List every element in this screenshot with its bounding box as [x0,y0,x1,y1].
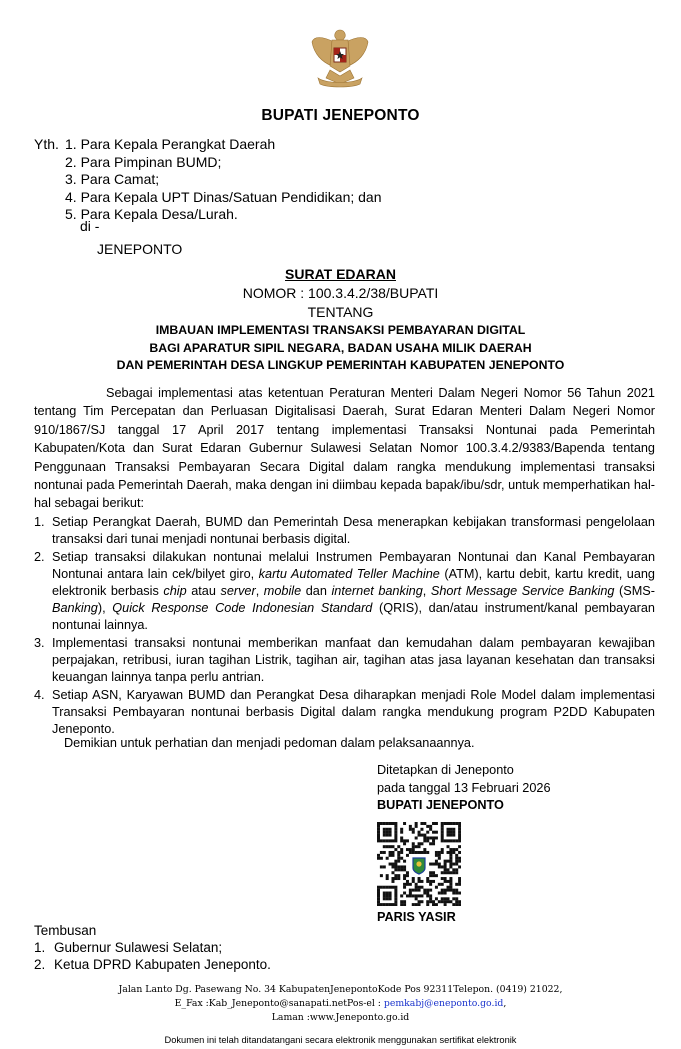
circular-title: SURAT EDARAN [285,266,396,282]
copies-block [34,922,271,973]
signature-date: pada tanggal 13 Februari 2026 [377,780,551,795]
copy-number: 2. [34,957,46,972]
recipient-item: 3. Para Camat; [65,171,160,187]
signature-place: Ditetapkan di Jeneponto [377,763,514,777]
signer-name: PARIS YASIR [377,910,456,924]
circular-number: NOMOR : 100.3.4.2/38/BUPATI [242,285,439,301]
item-number: 1. [34,515,45,529]
instruction-item [34,549,655,634]
signature-block [377,762,551,815]
footer-fax: E_Fax :Kab_Jeneponto@sanapati.netPos-el : [174,998,384,1009]
instruction-item [34,635,655,686]
circular-subject-line: IMBAUAN IMPLEMENTASI TRANSAKSI PEMBAYARAN DIGITAL [155,323,526,337]
signature-office: BUPATI JENEPONTO [377,798,504,812]
intro-paragraph: Sebagai implementasi atas ketentuan Peraturan Menteri Dalam Negeri Nomor 56 Tahun 2021 tentang Tim Percepatan dan Perluasan Digitalisasi Daerah, Surat Edaran Menteri Dalam Negeri Nomor 910/1867/SJ tanggal 17 April 2017 tentang implementasi Transaksi Nontunai pada Pemerintah Kabupaten/Kota dan Surat Edaran Gubernur Sulawesi Selatan Nomor 100.3.4.2/9383/Bapenda tentang Penggunaan Transaksi Pembayaran Secara Digital dalam rangka mendukung implementasi transaksi nontunai pada Pemerintah Daerah, maka dengan ini diimbau kepada bapak/ibu/sdr, untuk memperhatikan hal-hal sebagai berikut: [34,386,655,511]
instruction-item [34,514,655,548]
recipient-item: 4. Para Kepala UPT Dinas/Satuan Pendidikan; dan [65,188,382,205]
item-text: Setiap transaksi dilakukan nontunai melalui Instrumen Pembayaran Nontunai dan Kanal Pembayaran Nontunai antara lain cek/bilyet giro, kartu Automated Teller Machine (ATM), kartu debit, kartu kredit, uang elektronik berbasis chip atau server, mobile dan internet banking, Short Message Service Banking (SMS-Banking), Quick Response Code Indonesian Standard (QRIS), dan/atau instrument/kanal pembayaran nontunai lainnya. [52,550,655,632]
recipients-label: Yth. [34,136,59,152]
qr-code-icon [377,822,461,906]
instruction-list [34,514,655,739]
footer-email-link[interactable]: pemkabj@eneponto.go.id [383,998,504,1009]
esign-note: Dokumen ini telah ditandatangani secara elektronik menggunakan sertifikat elektronik [164,1035,517,1045]
recipients-city: JENEPONTO [97,241,183,257]
item-number: 4. [34,688,45,702]
circular-subject-line: DAN PEMERINTAH DESA LINGKUP PEMERINTAH KABUPATEN JENEPONTO [116,358,565,372]
letterhead-title: BUPATI JENEPONTO [261,107,420,124]
item-text: Setiap ASN, Karyawan BUMD dan Perangkat Desa diharapkan menjadi Role Model dalam implementasi Transaksi Pembayaran nontunai berbasis Digital dalam rangka mendukung program P2DD Kabupaten Jeneponto. [52,688,655,736]
item-text: Implementasi transaksi nontunai memberikan manfaat dan kemudahan dalam pembayaran kewajiban perpajakan, retribusi, iuran tagihan Listrik, tagihan air, tagihan atas jasa layanan kesehatan dan transaksi keuangan lainnya tanpa perlu antrian. [52,636,655,684]
footer-website: Laman :www.Jeneponto.go.id [271,1012,410,1023]
garuda-emblem-icon [310,22,370,94]
recipient-item: 1. Para Kepala Perangkat Daerah [65,136,276,152]
recipient-item: 5. Para Kepala Desa/Lurah. [65,206,238,222]
circular-subject-line: BAGI APARATUR SIPIL NEGARA, BADAN USAHA MILIK DAERAH [149,340,532,355]
copy-number: 1. [34,940,46,955]
copy-item: Gubernur Sulawesi Selatan; [54,940,223,955]
item-number: 3. [34,636,45,650]
address-footer [0,983,681,1025]
recipient-item: 2. Para Pimpinan BUMD; [65,153,222,170]
recipients-di: di - [80,218,100,234]
footer-address: Jalan Lanto Dg. Pasewang No. 34 KabupatenJenepontoKode Pos 92311Telepon. (0419) 21022, [118,984,563,995]
item-text: Setiap Perangkat Daerah, BUMD dan Pemerintah Desa menerapkan kebijakan transformasi pengelolaan transaksi dari tunai menjadi nontunai berbasis digital. [52,515,655,546]
copies-label: Tembusan [34,923,97,938]
recipients-block [34,136,382,224]
circular-about: TENTANG [307,304,374,320]
circular-subject [0,322,681,375]
copy-item: Ketua DPRD Kabupaten Jeneponto. [54,957,271,972]
instruction-item [34,687,655,738]
closing-sentence: Demikian untuk perhatian dan menjadi pedoman dalam pelaksanaannya. [64,736,475,750]
footer-punct: , [503,998,507,1009]
item-number: 2. [34,550,45,564]
